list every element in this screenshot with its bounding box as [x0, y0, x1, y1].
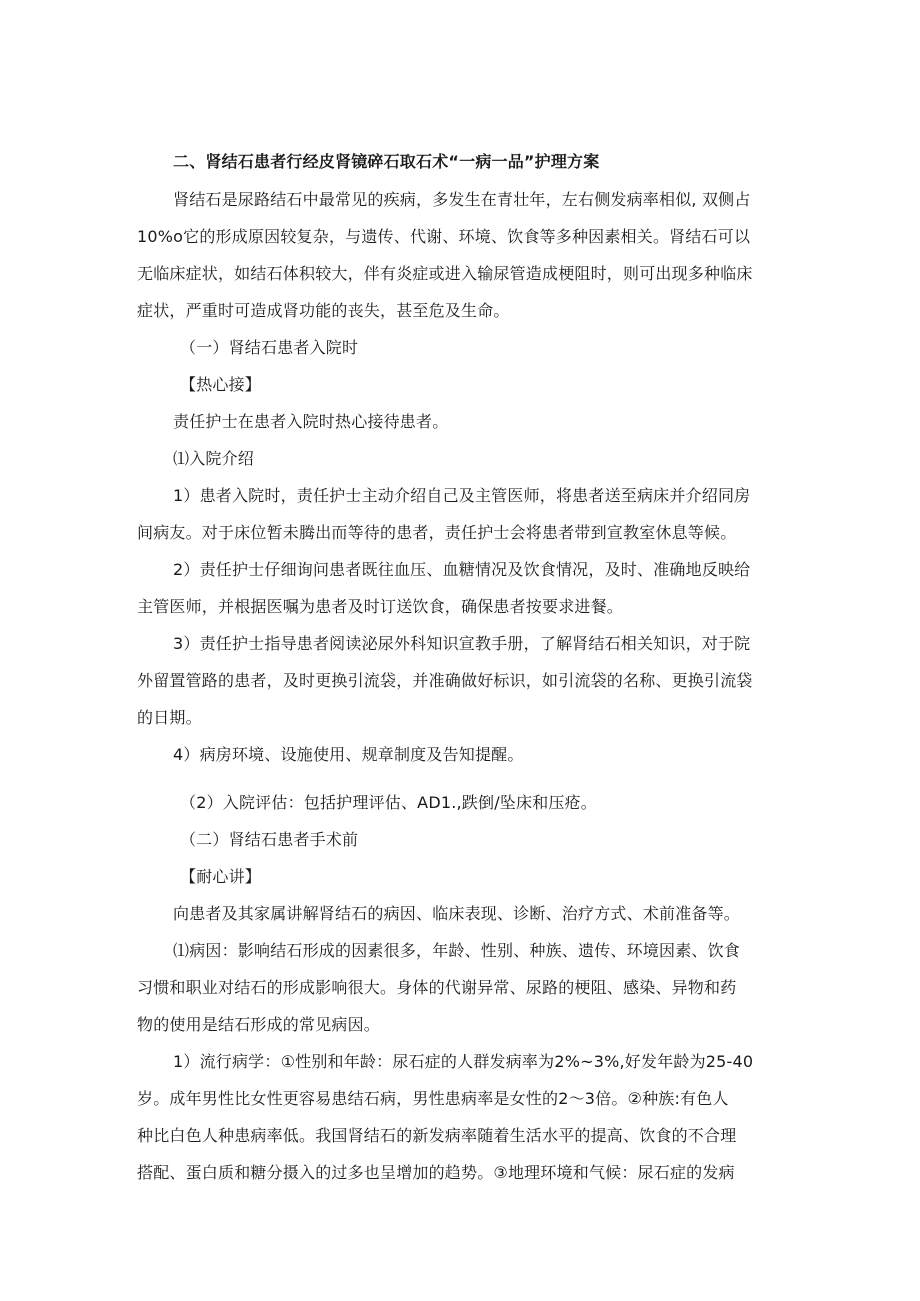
- epi-line: 1）流行病学：①性别和年龄：尿石症的人群发病率为2%~3%,好发年龄为25-40: [173, 1052, 754, 1071]
- item4-line: 4）病房环境、设施使用、规章制度及告知提醒。: [173, 745, 524, 764]
- item2-line: 2）责任护士仔细询问患者既往血压、血糖情况及饮食情况，及时、准确地反映给: [173, 560, 751, 579]
- epi-line: 岁。成年男性比女性更容易患结石病，男性患病率是女性的2～3倍。②种族:有色人: [137, 1089, 729, 1108]
- section2-lead: 向患者及其家属讲解肾结石的病因、临床表现、诊断、治疗方式、术前准备等。: [173, 904, 741, 923]
- item1-line: 1）患者入院时，责任护士主动介绍自己及主管医师，将患者送至病床并介绍同房: [173, 486, 751, 505]
- epi-line: 搭配、蛋白质和糖分摄入的过多也呈增加的趋势。③地理环境和气候：尿石症的发病: [137, 1163, 735, 1182]
- item3-line: 3）责任护士指导患者阅读泌尿外科知识宣教手册，了解肾结石相关知识，对于院: [173, 634, 751, 653]
- intro-line: 10%o它的形成原因较复杂，与遗传、代谢、环境、饮食等多种因素相关。肾结石可以: [137, 227, 751, 246]
- cause-line: 物的使用是结石形成的常见病因。: [137, 1015, 381, 1034]
- cause-line: 习惯和职业对结石的形成影响很大。身体的代谢异常、尿路的梗阻、感染、异物和药: [137, 978, 737, 997]
- section1-tag: 【热心接】: [180, 375, 262, 394]
- item1-line: 间病友。对于床位暂未腾出而等待的患者，责任护士会将患者带到宣教室休息等候。: [137, 523, 737, 542]
- item3-line: 的日期。: [137, 708, 202, 727]
- section2-tag: 【耐心讲】: [180, 867, 262, 886]
- intro-line: 无临床症状，如结石体积较大，伴有炎症或进入输尿管造成梗阻时，则可出现多种临床: [137, 264, 753, 283]
- cause-line: ⑴病因：影响结石形成的因素很多，年龄、性别、种族、遗传、环境因素、饮食: [173, 941, 741, 960]
- section1-lead: 责任护士在患者入院时热心接待患者。: [173, 412, 449, 431]
- epi-line: 种比白色人种患病率低。我国肾结石的新发病率随着生活水平的提高、饮食的不合理: [137, 1126, 737, 1145]
- section2-heading: （二）肾结石患者手术前: [180, 830, 359, 849]
- item2-line: 主管医师，并根据医嘱为患者及时订送饮食，确保患者按要求进餐。: [137, 597, 624, 616]
- section1-sub2: （2）入院评估：包括护理评估、AD1.,跌倒/坠床和压疮。: [180, 793, 597, 812]
- document-title: 二、肾结石患者行经皮肾镜碎石取石术“一病一品”护理方案: [173, 152, 600, 171]
- section1-sub1: ⑴入院介绍: [173, 449, 255, 468]
- intro-line: 肾结石是尿路结石中最常见的疾病，多发生在青壮年，左右侧发病率相似, 双侧占: [173, 190, 751, 209]
- section1-heading: （一）肾结石患者入院时: [180, 338, 359, 357]
- intro-line: 症状，严重时可造成肾功能的丧失，甚至危及生命。: [137, 301, 510, 320]
- item3-line: 外留置管路的患者，及时更换引流袋，并准确做好标识，如引流袋的名称、更换引流袋: [137, 671, 753, 690]
